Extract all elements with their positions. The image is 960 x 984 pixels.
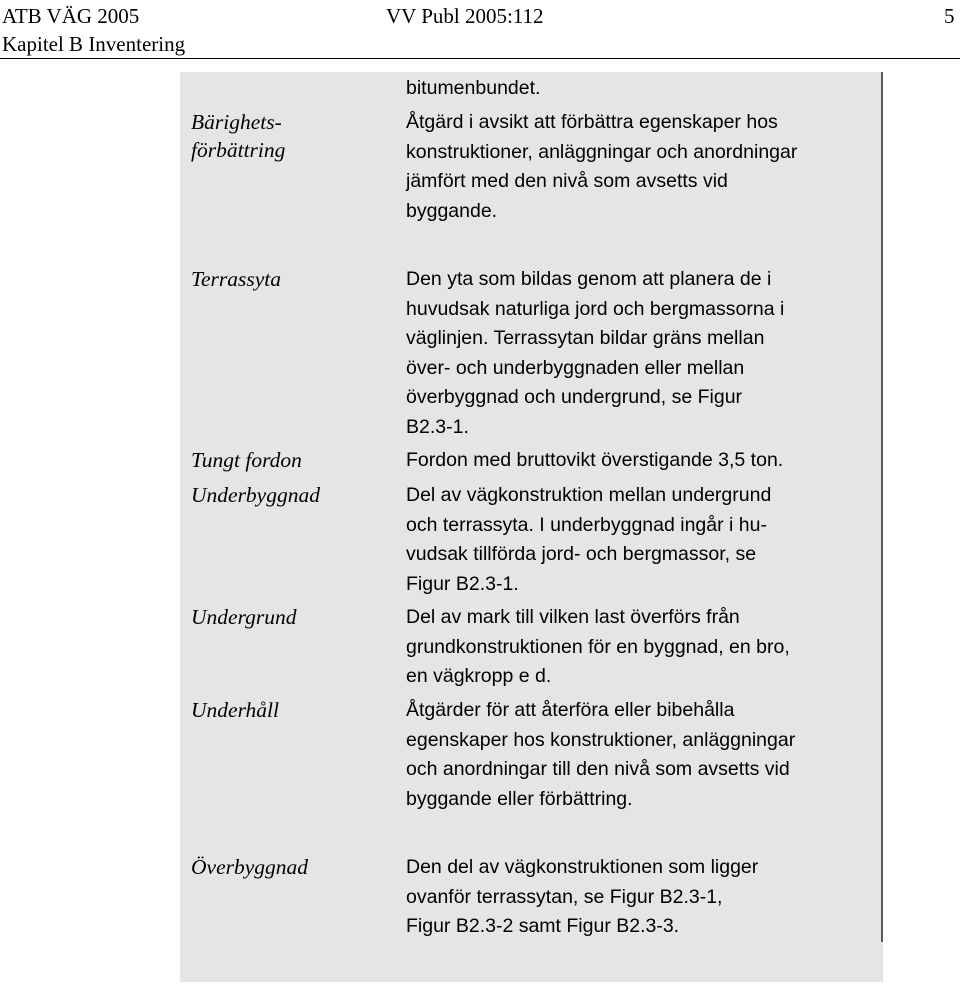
definition-line: över- och underbyggnaden eller mellan [406, 356, 745, 379]
page-header [0, 0, 960, 58]
definition-line: bitumenbundet. [406, 77, 541, 99]
panel-right-border [881, 72, 883, 942]
term-line: Tungt fordon [191, 448, 302, 472]
definition-line: vudsak tillförda jord- och bergmassor, se [406, 543, 757, 565]
definition-line: Åtgärd i avsikt att förbättra egenskaper hos [406, 111, 778, 133]
term-line: Överbyggnad [191, 855, 309, 879]
definition-line: och anordningar till den nivå som avsetts vid [406, 758, 790, 780]
definition-overbyggnad [406, 853, 874, 942]
header-divider [0, 58, 960, 59]
definition-barighetsforbattring [406, 108, 874, 226]
definition-line: Den del av vägkonstruktionen som ligger [406, 856, 759, 878]
definition-line: Den yta som bildas genom att planera de i [406, 268, 772, 290]
definition-continuation [406, 74, 874, 104]
definition-line: egenskaper hos konstruktioner, anläggningar [406, 728, 796, 751]
definition-line: Del av mark till vilken last överförs från [406, 606, 740, 628]
term-line: Underbyggnad [191, 483, 320, 507]
definition-line: ovanför terrassytan, se Figur B2.3-1, [406, 885, 723, 908]
definition-line: en vägkropp e d. [406, 665, 552, 687]
chapter-title: Kapitel B Inventering [2, 32, 186, 56]
definition-underhall [406, 696, 874, 814]
definition-line: konstruktioner, anläggningar och anordningar [406, 140, 798, 163]
definition-terrassyta [406, 265, 874, 442]
definition-line: Åtgärder för att återföra eller bibehålla [406, 699, 735, 721]
publication-number: VV Publ 2005:112 [386, 4, 544, 28]
definition-line: byggande. [406, 199, 498, 222]
definition-line: Fordon med bruttovikt överstigande 3,5 ton. [406, 449, 784, 471]
definition-line: Figur B2.3-2 samt Figur B2.3-3. [406, 915, 680, 937]
definition-undergrund [406, 603, 874, 692]
definition-line: Del av vägkonstruktion mellan undergrund [406, 484, 772, 506]
definition-line: huvudsak naturliga jord och bergmassorna i [406, 297, 785, 320]
page-number: 5 [944, 4, 955, 28]
term-tungt-fordon [191, 446, 302, 474]
term-line: förbättring [191, 138, 286, 162]
term-underhall [191, 696, 279, 724]
definition-line: B2.3-1. [406, 415, 469, 438]
term-terrassyta [191, 265, 281, 293]
term-undergrund [191, 603, 297, 631]
term-underbyggnad [191, 481, 320, 509]
definition-line: jämfört med den nivå som avsetts vid [406, 170, 728, 192]
term-overbyggnad [191, 853, 308, 881]
term-line: Bärighets- [191, 110, 282, 134]
term-line: Undergrund [191, 605, 297, 629]
definition-line: överbyggnad och undergrund, se Figur [406, 386, 743, 408]
publication-name: ATB VÄG 2005 [2, 4, 140, 28]
definition-tungt-fordon [406, 446, 874, 476]
definition-line: grundkonstruktionen för en byggnad, en bro, [406, 635, 790, 658]
term-line: Underhåll [191, 698, 279, 722]
definition-underbyggnad [406, 481, 874, 599]
definition-line: och terrassyta. I underbyggnad ingår i hu- [406, 513, 767, 536]
definition-line: byggande eller förbättring. [406, 787, 633, 810]
term-line: Terrassyta [191, 267, 282, 291]
definition-line: Figur B2.3-1. [406, 572, 519, 595]
term-barighetsforbattring [191, 108, 285, 164]
definition-line: väglinjen. Terrassytan bildar gräns mellan [406, 327, 765, 349]
